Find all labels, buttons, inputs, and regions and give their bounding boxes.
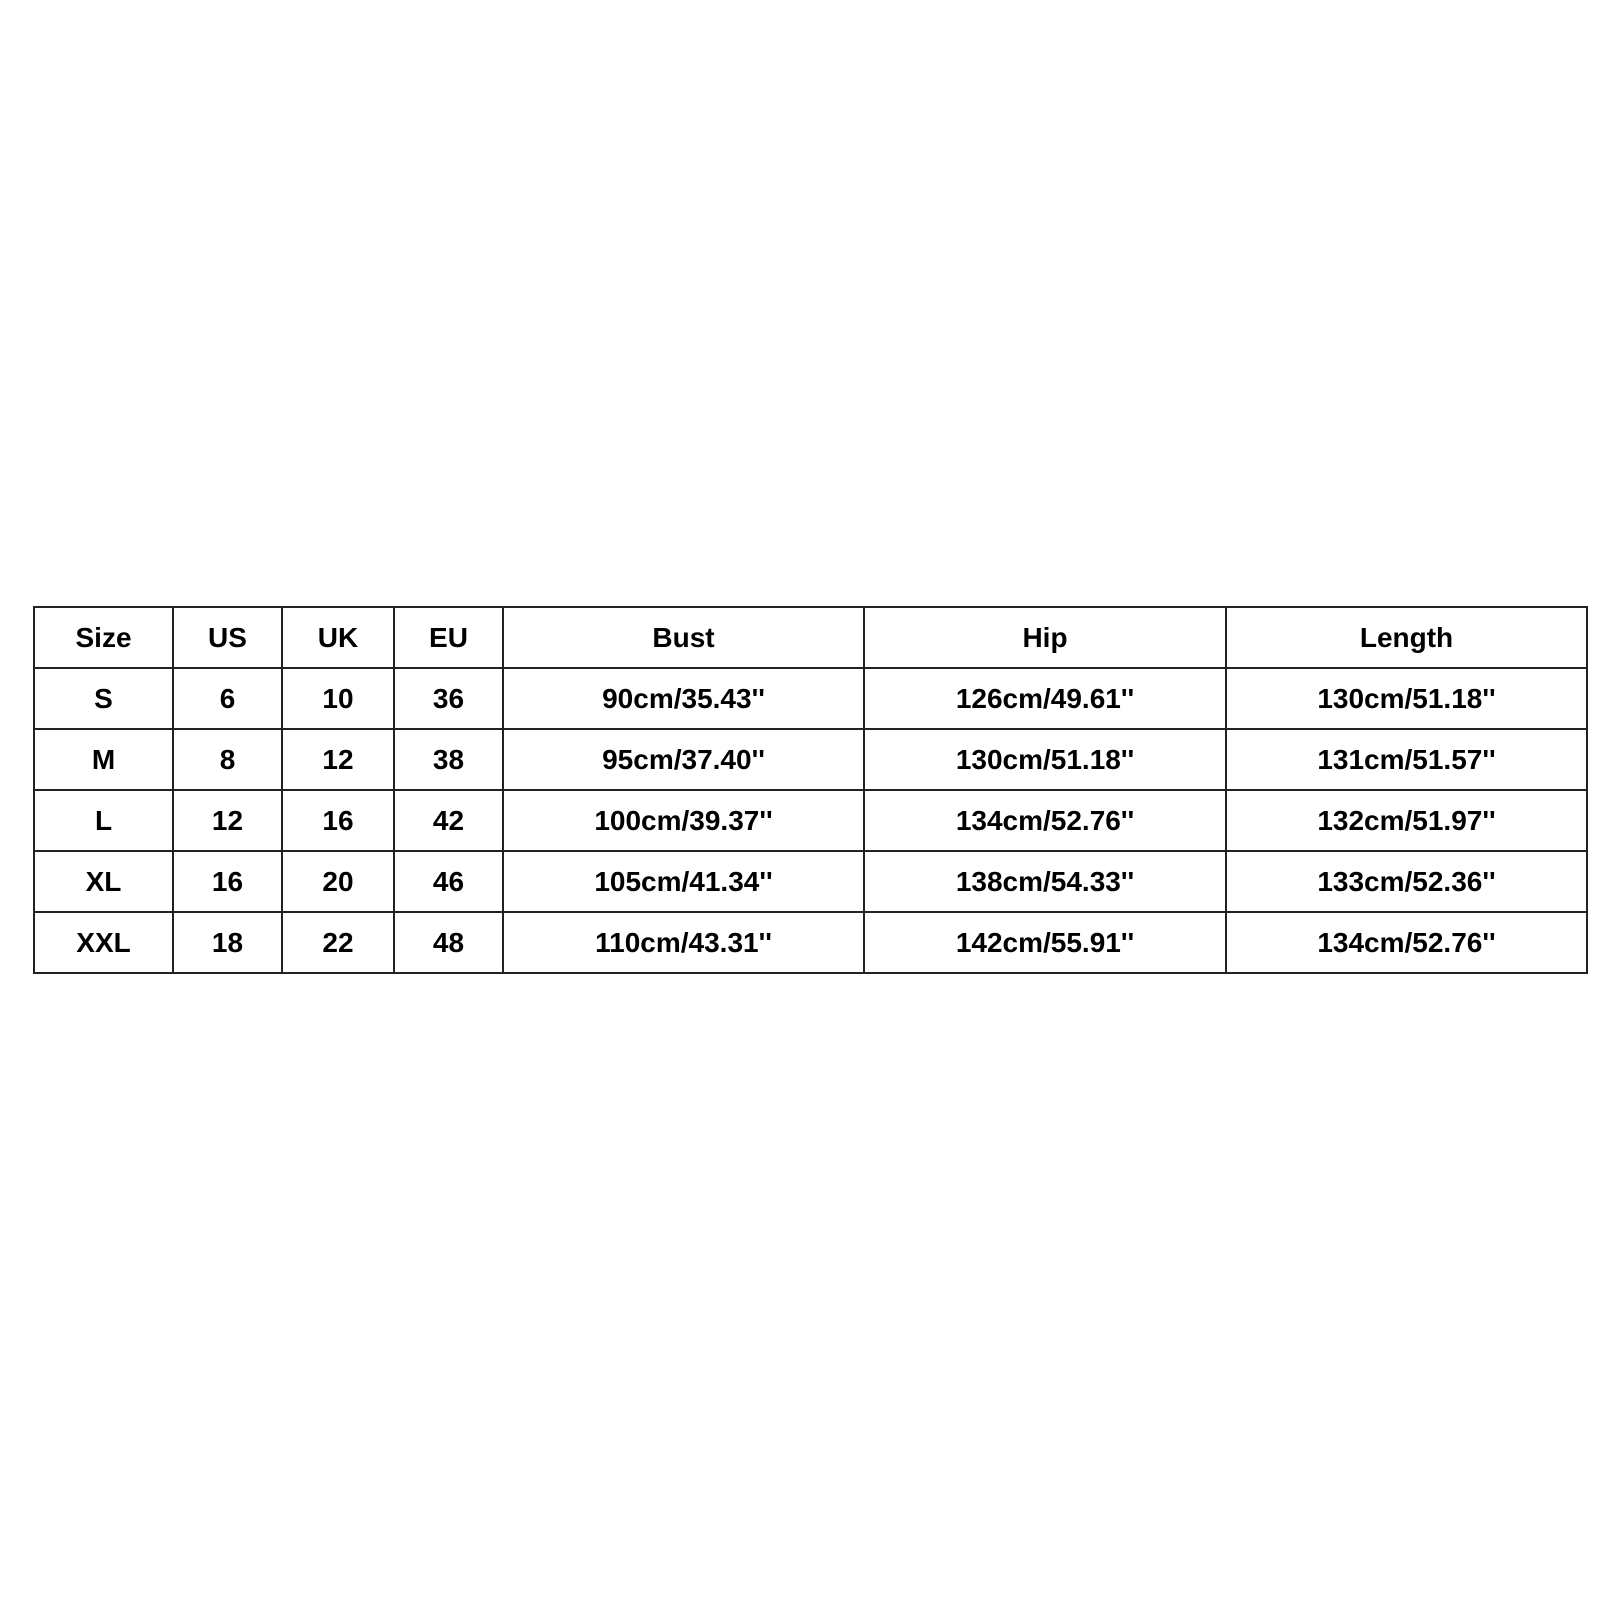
cell-bust: 95cm/37.40'' [503,729,864,790]
cell-us: 6 [173,668,282,729]
cell-size: XL [34,851,173,912]
cell-size: XXL [34,912,173,973]
cell-size: L [34,790,173,851]
cell-eu: 42 [394,790,503,851]
header-bust: Bust [503,607,864,668]
cell-hip: 134cm/52.76'' [864,790,1226,851]
cell-uk: 22 [282,912,394,973]
cell-bust: 105cm/41.34'' [503,851,864,912]
cell-us: 12 [173,790,282,851]
table-row [34,912,1587,973]
header-hip: Hip [864,607,1226,668]
table-row [34,729,1587,790]
cell-eu: 46 [394,851,503,912]
cell-uk: 16 [282,790,394,851]
table-row [34,790,1587,851]
cell-bust: 100cm/39.37'' [503,790,864,851]
cell-size: S [34,668,173,729]
cell-size: M [34,729,173,790]
cell-eu: 38 [394,729,503,790]
header-row [34,607,1587,668]
cell-eu: 36 [394,668,503,729]
cell-bust: 90cm/35.43'' [503,668,864,729]
header-length: Length [1226,607,1587,668]
cell-hip: 126cm/49.61'' [864,668,1226,729]
cell-length: 130cm/51.18'' [1226,668,1587,729]
cell-eu: 48 [394,912,503,973]
cell-bust: 110cm/43.31'' [503,912,864,973]
header-uk: UK [282,607,394,668]
cell-length: 133cm/52.36'' [1226,851,1587,912]
table-row [34,668,1587,729]
header-size: Size [34,607,173,668]
cell-uk: 10 [282,668,394,729]
cell-hip: 130cm/51.18'' [864,729,1226,790]
header-eu: EU [394,607,503,668]
cell-uk: 20 [282,851,394,912]
size-chart-table [33,606,1588,974]
cell-hip: 142cm/55.91'' [864,912,1226,973]
cell-us: 16 [173,851,282,912]
cell-uk: 12 [282,729,394,790]
cell-length: 131cm/51.57'' [1226,729,1587,790]
cell-hip: 138cm/54.33'' [864,851,1226,912]
cell-us: 18 [173,912,282,973]
table-row [34,851,1587,912]
cell-us: 8 [173,729,282,790]
header-us: US [173,607,282,668]
cell-length: 132cm/51.97'' [1226,790,1587,851]
cell-length: 134cm/52.76'' [1226,912,1587,973]
